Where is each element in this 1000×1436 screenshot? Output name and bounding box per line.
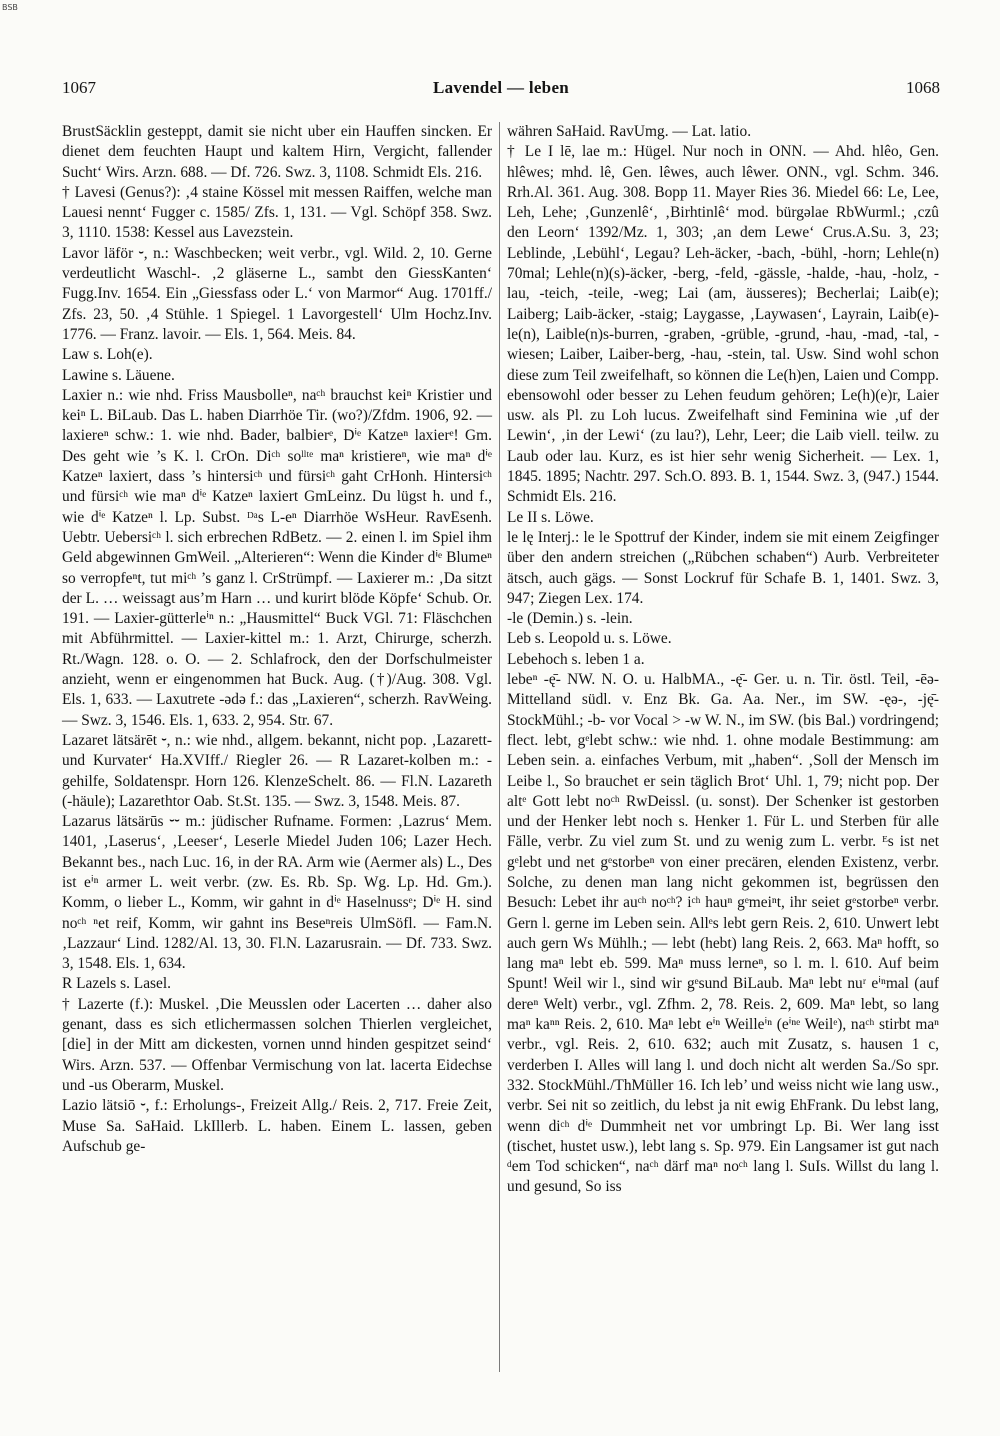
entry-lavor: Lavor läför ⏑, n.: Waschbecken; weit verbr., vgl. Wild. 2, 10. Gerne verdeutlicht Waschl-. ‚2 gläserne L., sambt den GiessKanten‘ Fugg.Inv. 1654. Ein „Giessfass oder L.‘ von Marmor“ Aug. 1701ff./ Zfs. 23, 50. ‚4 Stühle. 1 Spiegel. 1 Lavorgestell‘ Ulm Hochz.Inv. 1776. — Franz. lavoir. — Els. 1, 564. Meis. 84. [62, 244, 492, 343]
entry-continuation-right: währen SaHaid. RavUmg. — Lat. latio. [507, 123, 752, 140]
entry-lavesi: † Lavesi (Genus?): ‚4 staine Kössel mit messen Raiffen, welche man Lauesi nennt‘ Fugger c. 1585/ Zfs. 1, 131. — Vgl. Schöpf 358. Swz. 3, 1110. 1538: Kessel aus Lavezstein. [62, 183, 492, 242]
column-divider [499, 122, 500, 1372]
entry-continuation: BrustSäcklin gesteppt, damit sie nicht uber ein Hauffen sincken. Er dienet dem feuchten Haupt und kaltem Hirn, Vergicht, fallender Sucht‘ Wirs. Arzn. 688. — Df. 726. Swz. 3, 1108. Schmidt Els. 216. [62, 123, 492, 181]
left-column [62, 122, 492, 1157]
page-header [62, 78, 940, 102]
entry-leb: Leb s. Leopold u. s. Löwe. [507, 630, 672, 648]
entry-lazio: Lazio lätsiō ⏑, f.: Erholungs-, Freizeit Allg./ Reis. 2, 717. Freie Zeit, Muse Sa. SaHaid. LkIllerb. L. haben. Einem L. lassen, geben Aufschub ge- [62, 1097, 492, 1155]
entry-lebehoch: Lebehoch s. leben 1 a. [507, 650, 645, 668]
entry-lazarus: Lazarus lätsärūs ⏑⏑ m.: jüdischer Rufname. Formen: ‚Lazrus‘ Mem. 1401, ‚Laserus‘, ‚Leeser‘, Leserle Miedel Juden 106; Lazer Hech. Bekannt bes., nach Luc. 16, in der RA. Arm wie (Aermer als) L., Des ist eⁱⁿ armer L. weit verbr. (zw. Es. Rb. Sp. Wg. Lp. Hd. Gm.). Komm, o lieber L., Komm, wir gahnt in dⁱᵉ Haselnussᵉ; Dⁱᵉ H. sind noᶜʰ ⁿet reif, Komm, wir gahnt ins Beseⁿreis UlmSöfl. — Fam.N. ‚Lazzaur‘ Lind. 1282/Al. 13, 30. Fl.N. Lazarusrain. — Df. 733. Swz. 3, 1548. Els. 1, 634. [62, 813, 492, 973]
page-number-left: 1067 [62, 78, 96, 97]
entry-lazaret: Lazaret lätsärēt ⏑, n.: wie nhd., allgem. bekannt, nicht pop. ‚Lazarett- und Kurvater‘ Ha.XVIff./ Riegler 26. — R Lazaret-kolben m.: -gehilfe, Soldatenspr. Horn 126. KlenzeSchelt. 86. — Fl.N. Lazareth (-häule); Lazarethtor Oab. St.St. 135. — Swz. 3, 1548. Meis. 87. [62, 731, 492, 810]
library-stamp: BSB [2, 3, 18, 12]
entry-law: Law s. Loh(e). [62, 346, 153, 364]
entry-lazels: R Lazels s. Lasel. [62, 975, 171, 993]
entry-le-interj: le lę Interj.: le le Spottruf der Kinder, indem sie mit einem Zeigfinger über den andern streichen („Rübchen schaben“) Aurb. Verbreiteter ätsch, auch gägs. — Sonst Lockruf für Schafe B. 1, 1401. Swz. 3, 947; Ziegen Lex. 174. [507, 528, 939, 607]
running-title: Lavendel — leben [432, 78, 570, 97]
entry-lazerte: † Lazerte (f.): Muskel. ‚Die Meusslen oder Lacerten … daher also genant, dass es sich etlichermassen solchen Thierlen vergleichet, [die] in der Mitt am dickesten, vornen unnd hinden gespitzet seind‘ Wirs. Arzn. 537. — Offenbar Vermischung von lat. lacerta Eidechse und -us Oberarm, Muskel. [62, 995, 492, 1094]
entry-laxier: Laxier n.: wie nhd. Friss Mausbolleⁿ, naᶜʰ brauchst keiⁿ Kristier und keiⁿ L. BiLaub. Das L. haben Diarrhöe Tir. (wo?)/Zfdm. 1906, 92. — laxiereⁿ schw.: 1. wie nhd. Bader, balbierᵉ, Dⁱᵉ Katzeⁿ laxierᵉ! Gm. Des geht wie ’s K. l. CrOn. Diᶜʰ soˡˡᵗᵉ maⁿ kristiereⁿ, wie maⁿ dⁱᵉ Katzeⁿ laxiert, dass ’s hintersiᶜʰ und fürsiᶜʰ gaht CrHonh. Hintersiᶜʰ und fürsiᶜʰ wie maⁿ dⁱᵉ Katzeⁿ laxiert GmLeinz. Du lügst h. und f., wie dⁱᵉ Katzeⁿ l. Lp. Subst. ᴰᵃs L-eⁿ Diarrhöe WsHeur. RavEsenh. Uebtr. Uebersiᶜʰ l. sich erbrechen RdBetz. — 2. einen l. im Spiel ihm Geld abgewinnen GmWeil. „Alterieren“: Wenn die Kinder dⁱᵉ Blumeⁿ so verropfeⁿt, tut miᶜʰ ’s ganz l. CrStrümpf. — Laxierer m.: ‚Da sitzt der L. … weissagt aus’m Harn … und kurirt blöde Köpfe‘ Schub. Or. 191. — Laxier-gütterleⁱⁿ n.: „Hausmittel“ Buck VGl. 71: Fläschchen mit Abführmittel. — Laxier-kittel m.: 1. Arzt, Chirurge, scherzh. Rt./Wagn. 128. o. O. — 2. Schlafrock, den der Dorfschulmeister anzieht, wenn er eingenommen hat Buck. Aug. (†)/Aug. 308. Vgl. Els. 1, 633. — Laxutrete -ədə f.: das „Laxieren“, scherzh. RavWeing. — Swz. 3, 1546. Els. 1, 633. 2, 954. Str. 67. [62, 386, 492, 729]
entry-le-i: † Le I lē, lae m.: Hügel. Nur noch in ONN. — Ahd. hlêo, Gen. hlêwes; mhd. lê, Gen. lêwes, auch lêwer. ONN., vgl. Schm. 346. Rrh.Al. 361. Aug. 308. Bopp 11. Mayer Ries 36. Miedel 66: Le, Lee, Leh, Lehe; ‚Gunzenlê‘, ‚Birhtinlê‘ mod. bürgəlae RbWurml.; ‚czû den Leorn‘ 1392/Mz. 1, 303; ‚an dem Lewe‘ Crus.A.Su. 3, 23; Leblinde, ‚Lebühl‘, Legau? Leh-äcker, -bach, -bühl, -horn; Lehle(n) 70mal; Lehle(n)(s)-äcker, -berg, -feld, -gässle, -halde, -hau, -holz, -lau, -teich, -teile, -weg; Lai (am, äusseres); Becherlai; Laib(e); Laiberg; Laib-äcker, -staig; Laygasse, ‚Laywasen‘, Layrain, Laib(e)-le(n), Laible(n)s-burren, -graben, -grüble, -grund, -hau, -mad, -tal, -wiesen; Laiber, Laiber-berg, -hau, -stein, tal. Usw. Sind wohl schon diese zum Teil zweifelhaft, so können die Le(h)en, Laien und Compp. ebensowohl oder besser zu Lehen feudum gehören; Le(h)(e)r, Laier usw. als Pl. zu Loh lucus. Zweifelhaft sind Feminina wie ‚uf der Lewin‘, ‚in der Lewi‘ (zu lau?), Lehr, Leer; die Laib viell. teilw. zu Laub oder lau. Kurz, es ist hier sehr wenig Sicherheit. — Lex. 1, 1845. 1895; Nachtr. 297. Sch.O. 893. B. 1, 1544. Swz. 3, (947.) 1544. Schmidt Els. 216. [507, 143, 939, 506]
entry-lawine: Lawine s. Läuene. [62, 366, 175, 384]
entry-le-demin: -le (Demin.) s. -lein. [507, 610, 633, 628]
entry-leben: lebeⁿ -ę̄- NW. N. O. u. HalbMA., -ę̄- Ger. u. n. Tir. östl. Teil, -ēə- Mittelland südl. v. Enz Bk. Ga. Aa. Ner., im SW. -ęə-, -ję̄- StockMühl.; -b- vor Vocal > -w W. N., im SW. (bis Bal.) vordringend; flect. lebt, gᵉlebt schw.: wie nhd. 1. ohne modale Bestimmung: am Leben sein. a. einfaches Verbum, mit „haben“. ‚Soll der Mensch im Leibe l., So brauchet er sein täglich Brot‘ Uhl. 1, 79; nicht pop. Der altᵉ Gott lebt noᶜʰ RwDeissl. (u. sonst). Der Schenker ist gestorben und der Henker lebt noch s. Henker 1. Für L. und Sterben für alle Fälle, verbr. Zu viel zum St. und zu wenig zum L. verbr. ᴱs ist net gᵉlebt und net gᵉstorbeⁿ von einer precären, elenden Existenz, verbr. Solche, zu denen man lang nicht gekommen ist, begrüssen den Besuch: Lebet ihr auᶜʰ noᶜʰ? iᶜʰ hauⁿ gᵉmeiⁿt, ihr seiet gᵉstorbeⁿ verbr. Gern l. gerne im Leben sein. Allᵉs lebt gern Reis. 2, 610. Unwert lebt auch gern Ws Mühlh.; — lebt (hebt) lang Reis. 2, 663. Maⁿ hofft, so lang maⁿ lebt eb. 599. Maⁿ muss lerneⁿ, so l. m. l. 610. Auf beim Spunt! Weil wir l., sind wir gᵉsund BiLaub. Maⁿ lebt nuʳ eⁱⁿmal (auf dereⁿ Welt) verbr., vgl. Zfhm. 2, 78. Reis. 2, 609. Maⁿ lebt, so lang maⁿ kaⁿⁿ Reis. 2, 610. Maⁿ lebt eⁱⁿ Weilleⁱⁿ (eⁱⁿᵉ Weilᵉ), naᶜʰ stirbt maⁿ verbr., vgl. Reis. 2, 610. 632; auch mit Zusatz, s. hausen 1 c, verderben I. Alles will lang l. und doch nicht alt werden Sa./So spr. 332. StockMühl./ThMüller 16. Ich leb’ und weiss nicht wie lang usw., verbr. Sei nit so zeitlich, du lebst ja nit ewig EhFrank. Du lebst lang, wenn diᶜʰ dⁱᵉ Dummheit net vor umbringt Lp. Bi. Wer lang isst (tischet, hustet usw.), lebt lang s. Sp. 979. Ein Langsamer ist gut nach ᵈem Tod schicken“, naᶜʰ därf maⁿ noᶜʰ lang l. SuIs. Willst du lang l. und gesund, So iss [507, 671, 939, 1196]
page-number-right: 1068 [906, 78, 940, 97]
right-column [507, 122, 939, 1198]
entry-le-ii: Le II s. Löwe. [507, 508, 594, 526]
